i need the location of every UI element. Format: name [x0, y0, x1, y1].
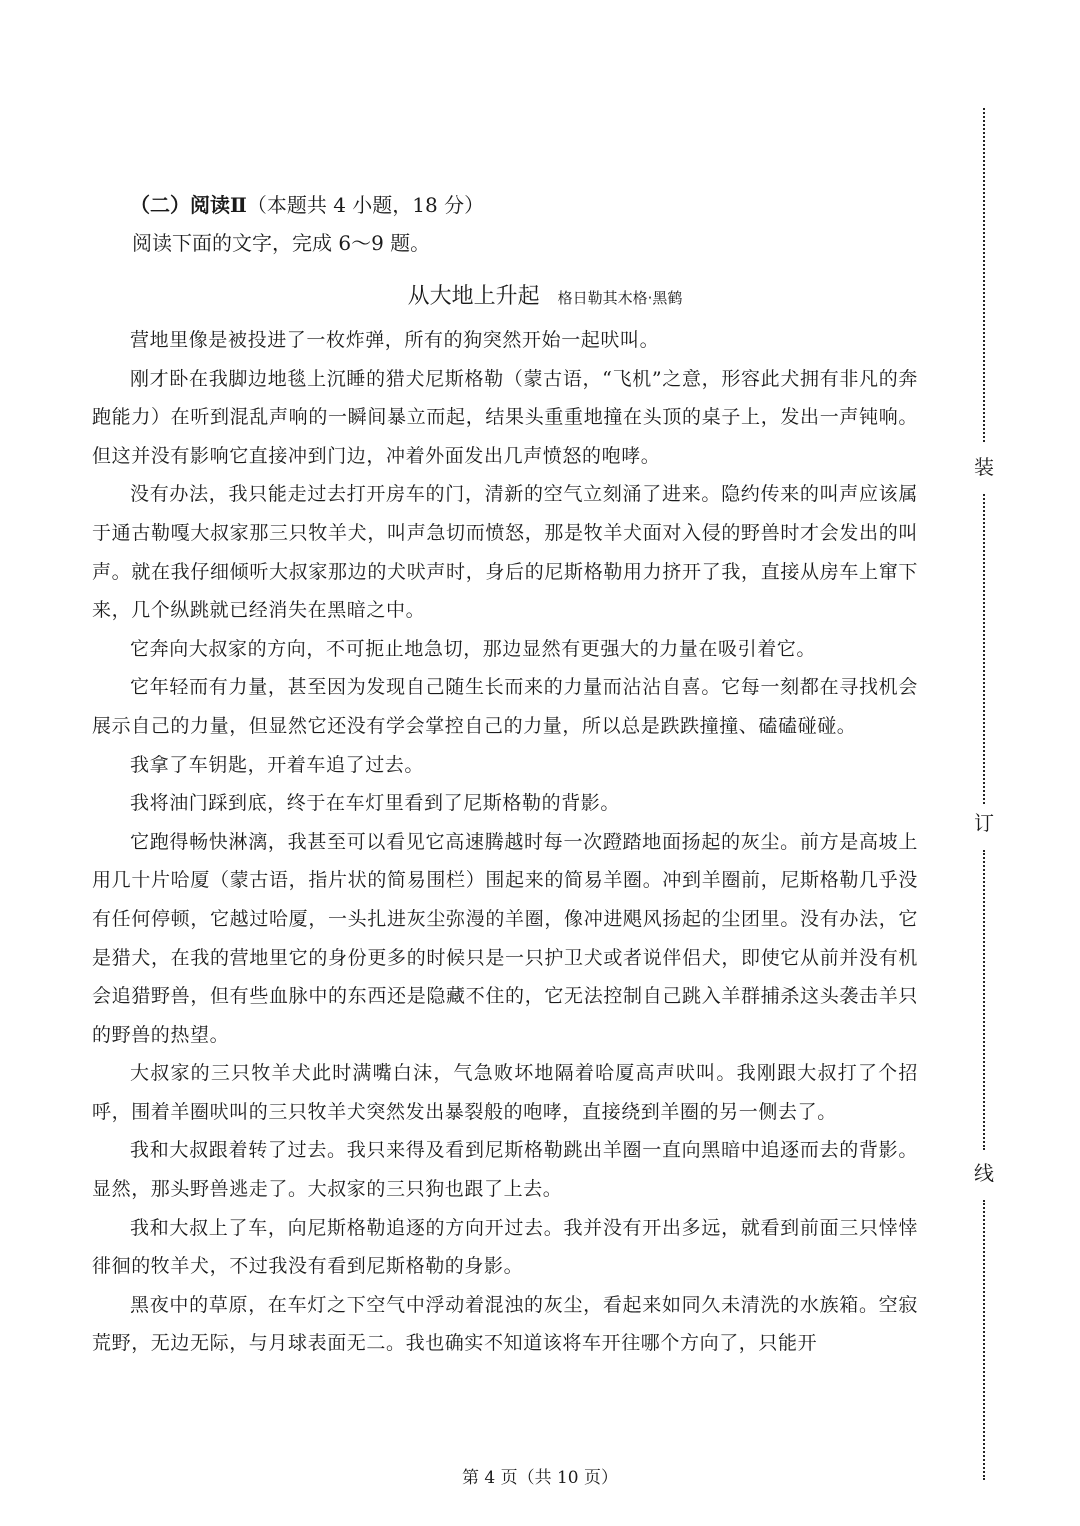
paragraph: 它跑得畅快淋漓，我甚至可以看见它高速腾越时每一次蹬踏地面扬起的灰尘。前方是高坡上用几十片哈厦（蒙古语，指片状的简易围栏）围起来的简易羊圈。冲到羊圈前，尼斯格勒几乎没有任何停顿，它越过哈厦，一头扎进灰尘弥漫的羊圈，像冲进飓风扬起的尘团里。没有办法，它是猎犬，在我的营地里它的身份更多的时候只是一只护卫犬或者说伴侣犬，即使它从前并没有机会追猎野兽，但有些血脉中的东西还是隐藏不住的，它无法控制自己跳入羊群捕杀这头袭击羊只的野兽的热望。 [92, 830, 918, 1046]
article-title-row [92, 280, 918, 315]
binding-mark-ding: 订 [974, 811, 994, 835]
article-body [92, 321, 918, 1363]
dotted-line-segment [983, 494, 985, 804]
paragraph: 黑夜中的草原，在车灯之下空气中浮动着混浊的灰尘，看起来如同久未清洗的水族箱。空寂荒野，无边无际，与月球表面无二。我也确实不知道该将车开往哪个方向了，只能开 [92, 1293, 918, 1355]
paragraph: 没有办法，我只能走过去打开房车的门，清新的空气立刻涌了进来。隐约传来的叫声应该属于通古勒嘎大叔家那三只牧羊犬，叫声急切而愤怒，那是牧羊犬面对入侵的野兽时才会发出的叫声。就在我仔细倾听大叔家那边的犬吠声时，身后的尼斯格勒用力挤开了我，直接从房车上窜下来，几个纵跳就已经消失在黑暗之中。 [92, 483, 918, 622]
dotted-line-segment [983, 850, 985, 1150]
binding-mark-xian: 线 [974, 1161, 994, 1185]
binding-line [962, 108, 1006, 1480]
section-label: （二）阅读Ⅱ [130, 193, 247, 217]
section-heading [130, 186, 918, 224]
paragraph: 营地里像是被投进了一枚炸弹，所有的狗突然开始一起吠叫。 [130, 329, 660, 351]
dotted-line-segment [983, 108, 985, 442]
paragraph: 它奔向大叔家的方向，不可扼止地急切，那边显然有更强大的力量在吸引着它。 [130, 637, 817, 660]
section-note: （本题共 4 小题，18 分） [246, 193, 485, 217]
paragraph: 大叔家的三只牧羊犬此时满嘴白沫，气急败坏地隔着哈厦高声吠叫。我刚跟大叔打了个招呼，围着羊圈吠叫的三只牧羊犬突然发出暴裂般的咆哮，直接绕到羊圈的另一侧去了。 [92, 1062, 918, 1123]
binding-mark-zhuang: 装 [974, 455, 994, 479]
reading-instruction: 阅读下面的文字，完成 6～9 题。 [132, 231, 431, 255]
paragraph: 我和大叔上了车，向尼斯格勒追逐的方向开过去。我并没有开出多远，就看到前面三只悻悻徘徊的牧羊犬，不过我没有看到尼斯格勒的身影。 [92, 1216, 918, 1278]
paragraph: 它年轻而有力量，甚至因为发现自己随生长而来的力量而沾沾自喜。它每一刻都在寻找机会展示自己的力量，但显然它还没有学会掌控自己的力量，所以总是跌跌撞撞、磕磕碰碰。 [92, 676, 918, 737]
paragraph: 我拿了车钥匙，开着车追了过去。 [130, 753, 425, 776]
paragraph: 我将油门踩到底，终于在车灯里看到了尼斯格勒的背影。 [130, 792, 621, 815]
page-number-footer: 第 4 页（共 10 页） [461, 1468, 619, 1488]
article-author: 格日勒其木格·黑鹤 [557, 289, 683, 307]
paragraph: 刚才卧在我脚边地毯上沉睡的猎犬尼斯格勒（蒙古语，“飞机”之意，形容此犬拥有非凡的奔跑能力）在听到混乱声响的一瞬间暴立而起，结果头重重地撞在头顶的桌子上，发出一声钝响。但这并没有影响它直接冲到门边，冲着外面发出几声愤怒的咆哮。 [92, 367, 918, 467]
dotted-line-segment [983, 1200, 985, 1480]
page-content [92, 186, 918, 1363]
article-title: 从大地上升起 [407, 284, 540, 309]
paragraph: 我和大叔跟着转了过去。我只来得及看到尼斯格勒跳出羊圈一直向黑暗中追逐而去的背影。显然，那头野兽逃走了。大叔家的三只狗也跟了上去。 [92, 1139, 918, 1201]
